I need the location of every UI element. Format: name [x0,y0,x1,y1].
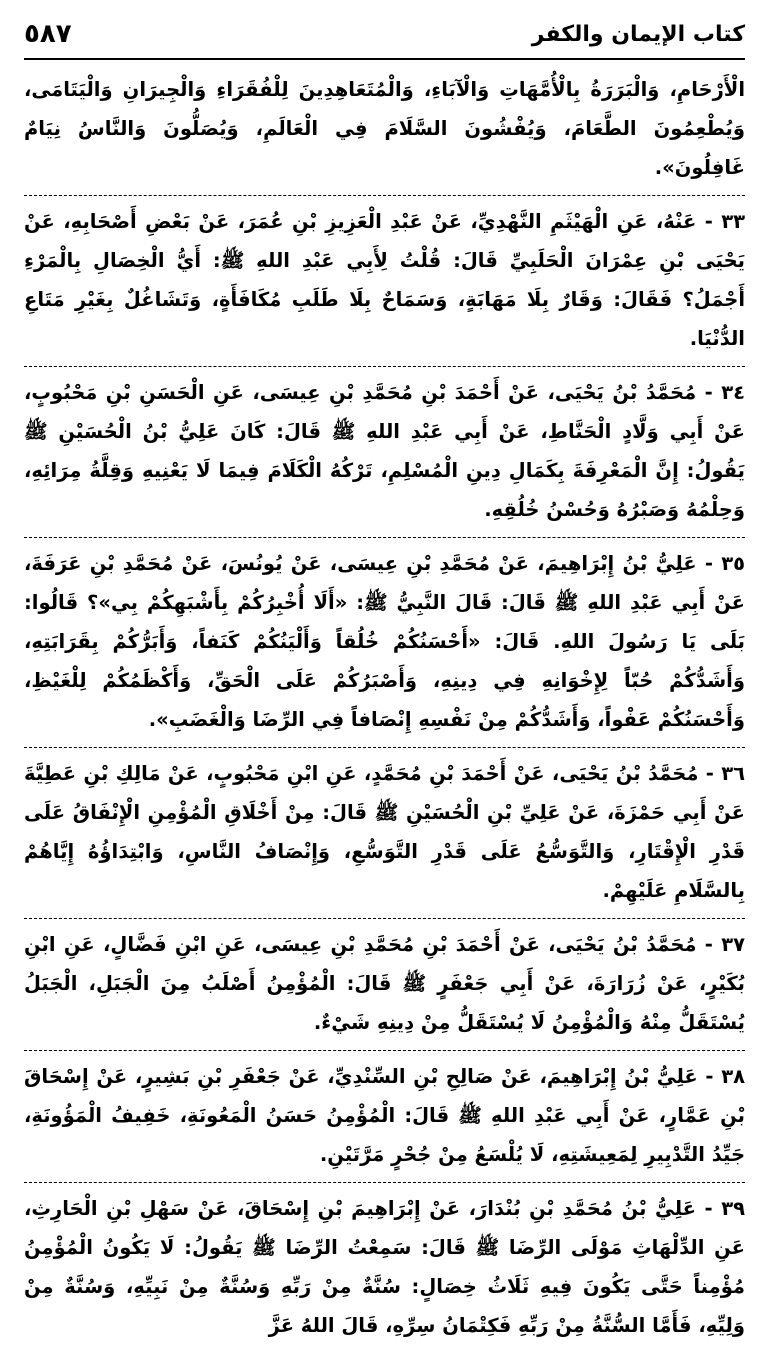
page-number: ٥٨٧ [24,19,72,49]
page-body [24,70,745,1337]
hadith-divider [24,366,745,367]
hadith-divider [24,1182,745,1183]
hadith-divider [24,195,745,196]
hadith-38: ٣٨ - عَلِيُّ بْنُ إِبْرَاهِيمَ، عَنْ صَالِحِ بْنِ السِّنْدِيِّ، عَنْ جَعْفَرِ بْنِ بَشِيرٍ، عَنْ إِسْحَاقَ بْنِ عَمَّارٍ، عَنْ أَبِي عَبْدِ اللهِ ﷺ قَالَ: الْمُؤْمِنُ حَسَنُ الْمَعُونَةِ، خَفِيفُ الْمَؤُونَةِ، جَيِّدُ التَّدْبِيرِ لِمَعِيشَتِهِ، لَا يُلْسَعُ مِنْ جُحْرٍ مَرَّتَيْنِ. [24,1065,745,1166]
hadith-35: ٣٥ - عَلِيُّ بْنُ إِبْرَاهِيمَ، عَنْ مُحَمَّدِ بْنِ عِيسَى، عَنْ يُونُسَ، عَنْ مُحَمَّدِ بْنِ عَرَفَةَ، عَنْ أَبِي عَبْدِ اللهِ ﷺ قَالَ: قَالَ النَّبِيُّ ﷺ: «أَلَا أُخْبِرُكُمْ بِأَشْبَهِكُمْ بِي»؟ قَالُوا: بَلَى يَا رَسُولَ اللهِ. قَالَ: «أَحْسَنُكُمْ خُلُقاً وَأَلْيَنُكُمْ كَنَفاً، وَأَبَرُّكُمْ بِقَرَابَتِهِ، وَأَشَدُّكُمْ حُبّاً لِإِخْوَانِهِ فِي دِينِهِ، وَأَصْبَرُكُمْ عَلَى الْحَقِّ، وَأَكْظَمُكُمْ لِلْغَيْظِ، وَأَحْسَنُكُمْ عَفْواً، وَأَشَدُّكُمْ مِنْ نَفْسِهِ إِنْصَافاً فِي الرِّضَا وَالْغَضَبِ». [24,552,745,731]
hadith-divider [24,537,745,538]
text-block-continuation: الْأَرْحَامِ، وَالْبَرَرَةُ بِالْأُمَّهَاتِ وَالْآبَاءِ، وَالْمُتَعَاهِدِينَ لِلْفُقَرَاءِ وَالْجِيرَانِ وَالْيَتَامَى، وَيُطْعِمُونَ الطَّعَامَ، وَيُفْشُونَ السَّلَامَ فِي الْعَالَمِ، وَيُصَلُّونَ وَالنَّاسُ نِيَامٌ غَافِلُونَ». [24,78,745,179]
page-header [24,12,745,56]
hadith-divider [24,1050,745,1051]
hadith-divider [24,918,745,919]
header-rule [24,58,745,60]
hadith-34: ٣٤ - مُحَمَّدُ بْنُ يَحْيَى، عَنْ أَحْمَدَ بْنِ مُحَمَّدِ بْنِ عِيسَى، عَنِ الْحَسَنِ بْنِ مَحْبُوبٍ، عَنْ أَبِي وَلَّادٍ الْحَنَّاطِ، عَنْ أَبِي عَبْدِ اللهِ ﷺ قَالَ: كَانَ عَلِيُّ بْنُ الْحُسَيْنِ ﷺ يَقُولُ: إِنَّ الْمَعْرِفَةَ بِكَمَالِ دِينِ الْمُسْلِمِ، تَرْكُهُ الْكَلَامَ فِيمَا لَا يَعْنِيهِ وَقِلَّةُ مِرَائِهِ، وَحِلْمُهُ وَصَبْرُهُ وَحُسْنُ خُلُقِهِ. [24,381,745,521]
hadith-divider [24,747,745,748]
hadith-36: ٣٦ - مُحَمَّدُ بْنُ يَحْيَى، عَنْ أَحْمَدَ بْنِ مُحَمَّدٍ، عَنِ ابْنِ مَحْبُوبٍ، عَنْ مَالِكِ بْنِ عَطِيَّةَ عَنْ أَبِي حَمْزَةَ، عَنْ عَلِيِّ بْنِ الْحُسَيْنِ ﷺ قَالَ: مِنْ أَخْلَاقِ الْمُؤْمِنِ الْإِنْفَاقُ عَلَى قَدْرِ الْإِقْتَارِ، وَالتَّوَسُّعُ عَلَى قَدْرِ التَّوَسُّعِ، وَإِنْصَافُ النَّاسِ، وَابْتِدَاؤُهُ إِيَّاهُمْ بِالسَّلَامِ عَلَيْهِمْ. [24,762,745,902]
book-title: كتاب الإيمان والكفر [531,21,745,47]
hadith-33: ٣٣ - عَنْهُ، عَنِ الْهَيْثَمِ النَّهْدِيِّ، عَنْ عَبْدِ الْعَزِيزِ بْنِ عُمَرَ، عَنْ بَعْضِ أَصْحَابِهِ، عَنْ يَحْيَى بْنِ عِمْرَانَ الْحَلَبِيِّ قَالَ: قُلْتُ لِأَبِي عَبْدِ اللهِ ﷺ: أَيُّ الْخِصَالِ بِالْمَرْءِ أَجْمَلُ؟ فَقَالَ: وَقَارٌ بِلَا مَهَابَةٍ، وَسَمَاحٌ بِلَا طَلَبِ مُكَافَأَةٍ، وَتَشَاغُلٌ بِغَيْرِ مَتَاعِ الدُّنْيَا. [24,210,745,350]
hadith-37: ٣٧ - مُحَمَّدُ بْنُ يَحْيَى، عَنْ أَحْمَدَ بْنِ مُحَمَّدِ بْنِ عِيسَى، عَنِ ابْنِ فَضَّالٍ، عَنِ ابْنِ بُكَيْرٍ، عَنْ زُرَارَةَ، عَنْ أَبِي جَعْفَرٍ ﷺ قَالَ: الْمُؤْمِنُ أَصْلَبُ مِنَ الْجَبَلِ، الْجَبَلُ يُسْتَقَلُّ مِنْهُ وَالْمُؤْمِنُ لَا يُسْتَقَلُّ مِنْ دِينِهِ شَيْءٌ. [24,933,745,1034]
hadith-39: ٣٩ - عَلِيُّ بْنُ مُحَمَّدِ بْنِ بُنْدَارَ، عَنْ إِبْرَاهِيمَ بْنِ إِسْحَاقَ، عَنْ سَهْلِ بْنِ الْحَارِثِ، عَنِ الدِّلْهَاثِ مَوْلَى الرِّضَا ﷺ قَالَ: سَمِعْتُ الرِّضَا ﷺ يَقُولُ: لَا يَكُونُ الْمُؤْمِنُ مُؤْمِناً حَتَّى يَكُونَ فِيهِ ثَلَاثُ خِصَالٍ: سُنَّةٌ مِنْ رَبِّهِ وَسُنَّةٌ مِنْ نَبِيِّهِ، وَسُنَّةٌ مِنْ وَلِيِّهِ، فَأَمَّا السُّنَّةُ مِنْ رَبِّهِ فَكِتْمَانُ سِرِّهِ، قَالَ اللهُ عَزَّ [24,1197,745,1337]
